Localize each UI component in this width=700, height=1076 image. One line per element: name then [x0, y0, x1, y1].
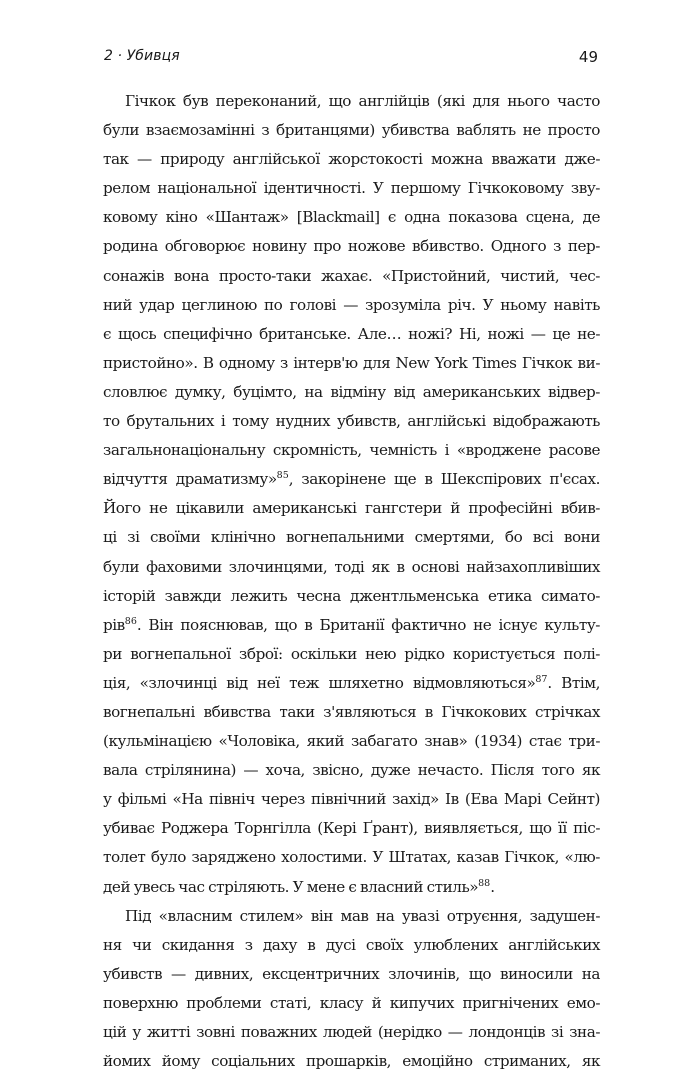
text-line — [103, 785, 600, 814]
footnote-marker: 86 — [124, 615, 137, 627]
text-segment: історій завжди лежить чесна джентльменська етика симато- — [103, 586, 600, 605]
text-line — [103, 582, 600, 611]
text-line — [103, 814, 600, 843]
text-segment: убивств — дивних, ексцентричних злочинів, що виносили на — [103, 964, 600, 983]
text-line — [103, 727, 600, 756]
text-line — [103, 291, 600, 320]
text-line — [103, 465, 600, 494]
text-line — [103, 698, 600, 727]
text-line — [103, 1018, 600, 1047]
text-segment: . — [490, 877, 495, 896]
text-segment: Під «власним стилем» він мав на увазі отруєння, задушен- — [125, 906, 600, 925]
running-head-chapter: 2 · Убивця — [104, 48, 180, 64]
text-line — [103, 902, 600, 931]
text-segment: словлює думку, буцімто, на відміну від американських відвер- — [103, 382, 600, 401]
text-segment: є щось специфічно британське. Але… ножі? Ні, ножі — це не- — [103, 324, 600, 343]
text-segment: ри вогнепальної зброї: оскільки нею рідко користується полі- — [103, 644, 600, 663]
page-number: 49 — [578, 48, 598, 66]
text-segment: релом національної ідентичності. У першому Гічкоковому зву- — [103, 179, 600, 198]
text-line — [103, 232, 600, 261]
footnote-marker: 88 — [478, 877, 491, 889]
text-segment: ний удар цеглиною по голові — зрозуміла річ. У ньому навіть — [103, 295, 600, 314]
text-line — [103, 1047, 600, 1076]
text-segment: . Він пояснював, що в Британії фактично не існує культу- — [136, 615, 600, 634]
text-segment: дей увесь час стріляють. У мене є власний стиль» — [103, 877, 479, 896]
text-segment: загальнонаціональну скромність, чемність і «вроджене расове — [103, 441, 600, 460]
text-segment: вогнепальні вбивства таки з'являються в Гічкокових стрічках — [103, 702, 600, 721]
text-segment: , закорінене ще в Шекспірових п'єсах. — [288, 470, 601, 489]
text-segment: були взаємозамінні з британцями) убивства ваблять не просто — [103, 121, 600, 140]
text-line — [103, 320, 600, 349]
text-segment: пристойно». В одному з інтерв'ю для New York Times Гічкок ви- — [103, 353, 600, 372]
text-line — [103, 843, 600, 872]
text-line — [103, 640, 600, 669]
text-segment: йомих йому соціальних прошарків, емоційно стриманих, як — [103, 1052, 600, 1071]
footnote-marker: 85 — [276, 470, 289, 482]
text-segment: убиває Роджера Торнгілла (Кері Ґрант), виявляється, що її піс- — [103, 819, 600, 838]
text-segment: ці зі своїми клінічно вогнепальними смертями, бо всі вони — [103, 528, 600, 547]
text-line — [103, 611, 600, 640]
footnote-marker: 87 — [535, 673, 548, 685]
text-line — [103, 553, 600, 582]
text-segment: . Втім, — [547, 673, 600, 692]
text-segment: рів — [103, 615, 125, 634]
text-line — [103, 523, 600, 552]
text-line — [103, 87, 600, 116]
text-line — [103, 262, 600, 291]
text-line — [103, 145, 600, 174]
text-line — [103, 989, 600, 1018]
text-segment: так — природу англійської жорстокості можна вважати дже- — [103, 150, 600, 169]
text-segment: ція, «злочинці від неї теж шляхетно відмовляються» — [103, 673, 536, 692]
text-segment: поверхню проблеми статі, класу й кипучих пригнічених емо- — [103, 993, 600, 1012]
text-segment: толет було заряджено холостими. У Штатах, казав Гічкок, «лю- — [103, 848, 600, 867]
text-segment: то брутальних і тому нудних убивств, англійські відображають — [103, 412, 600, 431]
text-segment: Його не цікавили американські гангстери й професійні вбив- — [103, 499, 600, 518]
text-line — [103, 756, 600, 785]
text-line — [103, 174, 600, 203]
text-segment: родина обговорює новину про ножове вбивство. Одного з пер- — [103, 237, 600, 256]
text-line — [103, 378, 600, 407]
text-line — [103, 931, 600, 960]
text-segment: вала стрілянина) — хоча, звісно, дуже нечасто. Після того як — [103, 761, 600, 780]
text-line — [103, 436, 600, 465]
text-line — [103, 494, 600, 523]
text-segment: (кульмінацією «Чоловіка, який забагато знав» (1934) стає три- — [103, 732, 600, 751]
text-segment: відчуття драматизму» — [103, 470, 277, 489]
text-line — [103, 349, 600, 378]
text-line — [103, 873, 600, 902]
text-segment: цій у житті зовні поважних людей (нерідко — лондонців зі зна- — [103, 1023, 600, 1041]
text-line — [103, 407, 600, 436]
text-line — [103, 203, 600, 232]
text-segment: Гічкок був переконаний, що англійців (які для нього часто — [125, 92, 600, 110]
text-segment: сонажів вона просто-таки жахає. «Пристойний, чистий, чес- — [103, 266, 600, 285]
text-segment: були фаховими злочинцями, тоді як в основі найзахопливіших — [103, 557, 600, 576]
text-line — [103, 669, 600, 698]
text-segment: у фільмі «На північ через північний захід» Ів (Ева Марі Сейнт) — [103, 790, 600, 809]
body-text — [103, 87, 600, 1076]
text-line — [103, 960, 600, 989]
text-segment: ковому кіно «Шантаж» [Blackmail] є одна показова сцена, де — [103, 208, 600, 227]
text-segment: ня чи скидання з даху в дусі своїх улюблених англійських — [103, 935, 600, 954]
text-line — [103, 116, 600, 145]
